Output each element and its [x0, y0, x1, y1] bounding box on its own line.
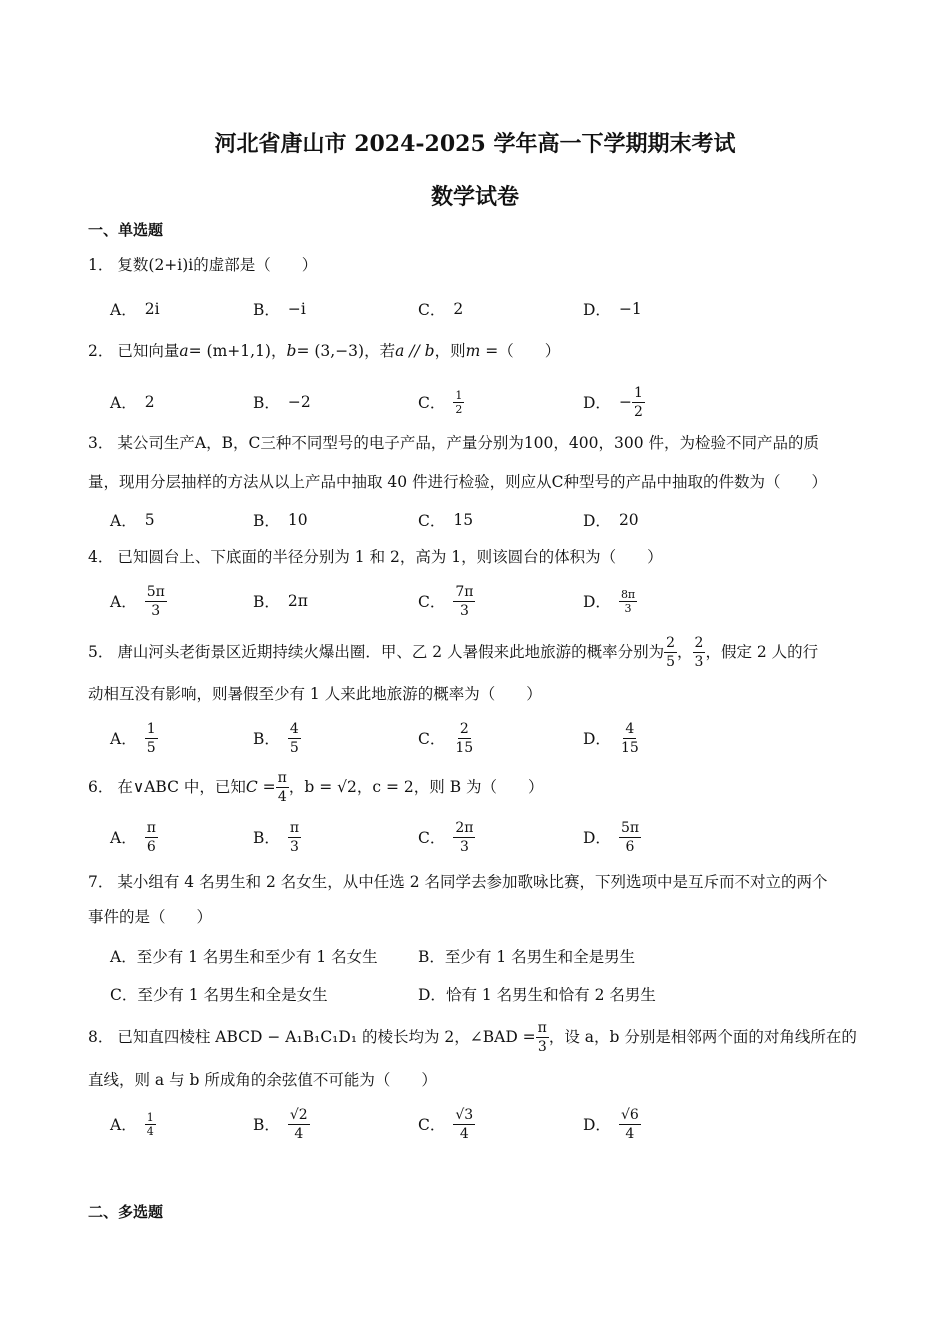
- options-q4: [110, 581, 870, 621]
- question-number: 2．: [88, 342, 114, 360]
- fraction: $\frac{2}{15}$: [455, 720, 474, 756]
- question-number: 5．: [88, 643, 114, 661]
- exam-title: 河北省唐山市 2024-2025 学年高一下学期期末考试: [214, 131, 736, 157]
- question-2: [88, 341, 868, 361]
- option-c[interactable]: C． 2: [418, 300, 464, 319]
- fraction: $\frac{√6}{4}$: [620, 1106, 639, 1142]
- options-q8: [110, 1104, 870, 1144]
- question-3-line-2: 量，现用分层抽样的方法从以上产品中抽取 40 件进行检验，则应从C种型号的产品中抽取的件数为（ ）: [88, 473, 827, 491]
- option-b[interactable]: B． 10: [253, 511, 308, 530]
- options-q6: [110, 817, 870, 857]
- option-a[interactable]: A．至少有 1 名男生和至少有 1 名女生: [110, 948, 378, 966]
- question-number: 1．: [88, 256, 114, 274]
- fraction: $\frac{4}{5}$: [289, 720, 299, 756]
- option-b[interactable]: B． $\frac{√2}{4}$: [253, 1106, 308, 1142]
- fraction: $\frac{2}{5}$: [666, 634, 676, 670]
- question-text: 已知直四棱柱 ABCD − A₁B₁C₁D₁ 的棱长均为 2，∠BAD =: [117, 1028, 536, 1046]
- vector-b: b: [286, 342, 297, 360]
- fraction: $\frac{\pi}{4}$: [277, 769, 287, 805]
- option-d[interactable]: D．恰有 1 名男生和恰有 2 名男生: [418, 986, 656, 1004]
- options-q1: [110, 289, 870, 329]
- question-5-line-2: 动相互没有影响，则暑假至少有 1 人来此地旅游的概率为（ ）: [88, 685, 542, 703]
- fraction: $\frac{\pi}{3}$: [289, 819, 300, 855]
- question-text: （ ）: [498, 342, 561, 360]
- question-8: [88, 1017, 868, 1057]
- fraction: $\frac{5\pi}{3}$: [146, 583, 165, 619]
- question-7: [88, 872, 868, 892]
- option-d[interactable]: D． − $\frac{1}{2}$: [583, 384, 643, 420]
- math-expression: (2+i)i: [148, 256, 194, 274]
- fraction: $\frac{\pi}{6}$: [146, 819, 156, 855]
- option-c[interactable]: C． $\frac{2\pi}{3}$: [418, 819, 474, 855]
- fraction: $\frac{8\pi}{3}$: [620, 587, 636, 615]
- fraction: $\frac{2}{3}$: [694, 634, 704, 670]
- option-d[interactable]: D． $\frac{8\pi}{3}$: [583, 587, 636, 615]
- question-number: 8．: [88, 1028, 114, 1046]
- fraction: $\frac{4}{15}$: [620, 720, 639, 756]
- option-c[interactable]: C． $\frac{2}{15}$: [418, 720, 474, 756]
- option-a[interactable]: A． 2i: [110, 300, 160, 319]
- question-text: ，设 a，b 分别是相邻两个面的对角线所在的: [548, 1028, 857, 1046]
- option-c[interactable]: C． $\frac{7\pi}{3}$: [418, 583, 474, 619]
- options-q5: [110, 718, 870, 758]
- question-number: 7．: [88, 873, 114, 891]
- question-3: [88, 433, 868, 453]
- option-b[interactable]: B． 2π: [253, 592, 308, 611]
- fraction: $\frac{√3}{4}$: [455, 1106, 474, 1142]
- options-q2: [110, 382, 870, 422]
- question-1: [88, 255, 868, 275]
- question-text: 在∨ABC 中，已知: [117, 778, 246, 796]
- option-b[interactable]: B． $\frac{\pi}{3}$: [253, 819, 300, 855]
- fraction: $\frac{√2}{4}$: [289, 1106, 308, 1142]
- option-b[interactable]: B．至少有 1 名男生和全是男生: [418, 948, 636, 966]
- punctuation: ，: [677, 643, 693, 661]
- option-c[interactable]: C． $\frac{1}{2}$: [418, 388, 463, 416]
- question-text: ，若: [364, 342, 396, 360]
- question-number: 3．: [88, 434, 114, 452]
- fraction: $\frac{1}{5}$: [146, 720, 156, 756]
- question-text: ，假定 2 人的行: [705, 643, 819, 661]
- math-expression: a // b: [395, 342, 435, 360]
- option-a[interactable]: A． 2: [110, 393, 155, 412]
- question-text: ，b = √2，c = 2，则 B 为（ ）: [288, 778, 544, 796]
- section-single-choice: 一、单选题: [88, 221, 164, 239]
- question-text: 复数: [117, 256, 149, 274]
- fraction: $\frac{7\pi}{3}$: [455, 583, 474, 619]
- option-d[interactable]: D． 20: [583, 511, 639, 530]
- option-a[interactable]: A． 5: [110, 511, 155, 530]
- vector-a: a: [179, 342, 189, 360]
- question-number: 6．: [88, 778, 114, 796]
- section-multiple-choice: 二、多选题: [88, 1203, 164, 1221]
- question-number: 4．: [88, 548, 114, 566]
- question-7-line-2: 事件的是（ ）: [88, 908, 213, 926]
- math-expression: C =: [245, 778, 276, 796]
- option-c[interactable]: C． 15: [418, 511, 474, 530]
- option-b[interactable]: B． −2: [253, 393, 311, 412]
- options-q3: [110, 500, 870, 540]
- question-4: [88, 547, 868, 567]
- math-expression: = (m+1,1): [188, 342, 271, 360]
- option-a[interactable]: A． $\frac{1}{5}$: [110, 720, 156, 756]
- option-a[interactable]: A． $\frac{5\pi}{3}$: [110, 583, 165, 619]
- fraction: $\frac{5\pi}{6}$: [620, 819, 640, 855]
- fraction: $\frac{1}{2}$: [633, 384, 643, 420]
- option-d[interactable]: D． $\frac{5\pi}{6}$: [583, 819, 640, 855]
- question-text: ，则: [434, 342, 466, 360]
- question-8-line-2: 直线，则 a 与 b 所成角的余弦值不可能为（ ）: [88, 1071, 437, 1089]
- question-text: 唐山河头老街景区近期持续火爆出圈．甲、乙 2 人暑假来此地旅游的概率分别为: [117, 643, 665, 661]
- question-text: 已知圆台上、下底面的半径分别为 1 和 2，高为 1，则该圆台的体积为（ ）: [117, 548, 663, 566]
- option-b[interactable]: B． −i: [253, 300, 306, 319]
- fraction: $\frac{1}{4}$: [146, 1110, 154, 1138]
- question-text: 已知向量: [117, 342, 180, 360]
- punctuation: ，: [270, 342, 287, 360]
- question-5: [88, 632, 868, 672]
- option-a[interactable]: A． $\frac{1}{4}$: [110, 1110, 154, 1138]
- option-d[interactable]: D． −1: [583, 300, 642, 319]
- option-b[interactable]: B． $\frac{4}{5}$: [253, 720, 299, 756]
- option-d[interactable]: D． $\frac{√6}{4}$: [583, 1106, 639, 1142]
- option-c[interactable]: C．至少有 1 名男生和全是女生: [110, 986, 328, 1004]
- option-c[interactable]: C． $\frac{√3}{4}$: [418, 1106, 474, 1142]
- fraction: $\frac{1}{2}$: [455, 388, 463, 416]
- option-a[interactable]: A． $\frac{\pi}{6}$: [110, 819, 156, 855]
- option-d[interactable]: D． $\frac{4}{15}$: [583, 720, 639, 756]
- question-text: 的虚部是（ ）: [193, 256, 318, 274]
- question-text: 某公司生产A，B，C三种不同型号的电子产品，产量分别为100，400，300 件，为检验不同产品的质: [117, 434, 820, 452]
- exam-subtitle: 数学试卷: [430, 184, 519, 210]
- math-expression: = (3,−3): [296, 342, 365, 360]
- question-text: 某小组有 4 名男生和 2 名女生，从中任选 2 名同学去参加歌咏比赛，下列选项中是互斥而不对立的两个: [117, 873, 828, 891]
- fraction: $\frac{2\pi}{3}$: [455, 819, 474, 855]
- fraction: $\frac{\pi}{3}$: [537, 1019, 547, 1055]
- question-6: [88, 767, 868, 807]
- math-expression: m =: [465, 342, 499, 360]
